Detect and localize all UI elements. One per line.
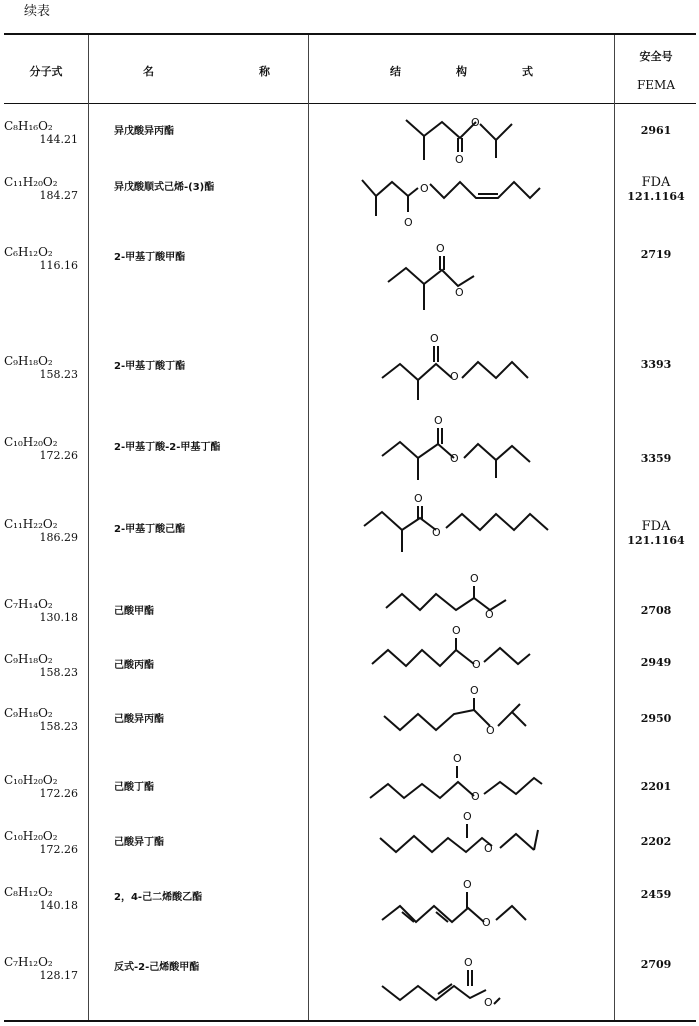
formula-text: C₆H₁₂O₂ xyxy=(4,245,53,259)
oxygen-label: O xyxy=(432,526,441,539)
structure-diagram xyxy=(308,748,614,808)
formula-text: C₇H₁₄O₂ xyxy=(4,597,53,611)
fema-number xyxy=(614,604,698,618)
structure-diagram xyxy=(308,808,614,868)
header-name-a: 名 xyxy=(143,65,154,78)
oxygen-label: O xyxy=(450,370,459,383)
fema-value: 2949 xyxy=(640,656,672,669)
formula-text: C₁₀H₂₀O₂ xyxy=(4,773,58,787)
molecular-weight: 130.18 xyxy=(39,611,78,624)
oxygen-label: O xyxy=(463,878,472,891)
row-formula xyxy=(4,955,88,983)
fema-number xyxy=(614,780,698,794)
compound-name: 2-甲基丁酸-2-甲基丁酯 xyxy=(114,442,221,453)
bond-chain xyxy=(382,442,454,458)
formula-text: C₁₁H₂₀O₂ xyxy=(4,175,58,189)
fema-number xyxy=(614,248,698,262)
bond-chain xyxy=(382,364,452,380)
bond-chain xyxy=(406,120,476,138)
fema-number xyxy=(614,712,698,726)
fema-value: 2961 xyxy=(640,124,672,137)
fema-value: 2950 xyxy=(640,712,672,725)
header-formula: 分子式 xyxy=(29,65,63,78)
fema-value: 3359 xyxy=(640,452,672,465)
row-formula xyxy=(4,652,88,680)
bond-chain xyxy=(388,268,474,286)
oxygen-label: O xyxy=(472,658,481,671)
fema-value: 2708 xyxy=(640,604,672,617)
header-structure-c: 式 xyxy=(522,65,533,78)
fema-value: 3393 xyxy=(640,358,672,371)
table-top-rule xyxy=(4,33,696,35)
oxygen-label: O xyxy=(471,790,480,803)
structure-diagram xyxy=(308,238,614,318)
bond-branch xyxy=(512,704,520,712)
compound-name: 己酸丁酯 xyxy=(114,782,154,793)
compound-name: 2，4-己二烯酸乙酯 xyxy=(114,892,203,903)
structure-diagram xyxy=(308,170,614,234)
oxygen-label: O xyxy=(450,452,459,465)
row-formula xyxy=(4,435,88,463)
column-divider-1 xyxy=(88,35,89,1020)
bond-chain xyxy=(500,834,534,850)
compound-name: 己酸异丁酯 xyxy=(114,837,164,848)
oxygen-label: O xyxy=(464,956,473,969)
molecular-weight: 172.26 xyxy=(39,843,78,856)
row-formula xyxy=(4,597,88,625)
oxygen-label: O xyxy=(430,332,439,345)
compound-name: 2-甲基丁酸己酯 xyxy=(114,524,186,535)
continued-label: 续表 xyxy=(24,4,51,19)
oxygen-label: O xyxy=(404,216,413,229)
molecular-weight: 184.27 xyxy=(39,189,78,202)
formula-text: C₁₀H₂₀O₂ xyxy=(4,435,58,449)
bond-chain xyxy=(446,514,548,530)
compound-name: 己酸丙酯 xyxy=(114,660,154,671)
oxygen-label: O xyxy=(453,752,462,765)
oxygen-label: O xyxy=(414,492,423,505)
oxygen-label: O xyxy=(486,724,495,737)
fema-number xyxy=(614,452,698,466)
formula-text: C₁₁H₂₂O₂ xyxy=(4,517,58,531)
oxygen-label: O xyxy=(455,286,464,299)
compound-name: 己酸甲酯 xyxy=(114,606,154,617)
row-formula xyxy=(4,885,88,913)
header-structure-a: 结 xyxy=(390,65,401,78)
row-formula xyxy=(4,517,88,545)
formula-text: C₉H₁₈O₂ xyxy=(4,706,53,720)
molecular-weight: 158.23 xyxy=(39,666,78,679)
molecular-weight: 116.16 xyxy=(39,259,78,272)
fema-value: 2709 xyxy=(640,958,672,971)
compound-name: 异戊酸异丙酯 xyxy=(114,126,174,137)
structure-diagram xyxy=(308,568,614,628)
header-fema: FEMA xyxy=(636,78,676,92)
structure-diagram xyxy=(308,944,614,1016)
fema-value: 2201 xyxy=(640,780,672,793)
molecular-weight: 128.17 xyxy=(39,969,78,982)
bond-chain xyxy=(464,444,530,462)
oxygen-label: O xyxy=(420,182,429,195)
table-bottom-rule xyxy=(4,1020,696,1022)
structure-diagram xyxy=(308,680,614,740)
structure-diagram xyxy=(308,112,614,174)
row-formula xyxy=(4,706,88,734)
row-formula xyxy=(4,245,88,273)
fema-number xyxy=(614,888,698,902)
oxygen-label: O xyxy=(434,414,443,427)
fema-number xyxy=(614,358,698,372)
bond-chain xyxy=(480,124,512,140)
oxygen-label: O xyxy=(470,572,479,585)
molecular-weight: 172.26 xyxy=(39,449,78,462)
oxygen-label: O xyxy=(471,116,480,129)
bond-chain xyxy=(430,182,540,198)
bond-chain xyxy=(372,650,474,666)
formula-text: C₈H₁₂O₂ xyxy=(4,885,53,899)
fema-value: 121.1164 xyxy=(627,534,685,547)
compound-name: 己酸异丙酯 xyxy=(114,714,164,725)
bond-chain xyxy=(364,512,436,530)
bond-chain xyxy=(362,180,418,196)
formula-text: C₁₀H₂₀O₂ xyxy=(4,829,58,843)
fema-number xyxy=(614,656,698,670)
compound-name: 2-甲基丁酸丁酯 xyxy=(114,361,186,372)
bond-chain xyxy=(370,782,474,798)
oxygen-label: O xyxy=(484,842,493,855)
structure-diagram xyxy=(308,620,614,680)
molecular-weight: 140.18 xyxy=(39,899,78,912)
molecular-weight: 158.23 xyxy=(39,720,78,733)
fema-number xyxy=(614,835,698,849)
formula-text: C₇H₁₂O₂ xyxy=(4,955,53,969)
fema-value: 2719 xyxy=(640,248,672,261)
molecular-weight: 158.23 xyxy=(39,368,78,381)
bond-chain xyxy=(380,836,492,852)
compound-name: 2-甲基丁酸甲酯 xyxy=(114,252,186,263)
header-safety: 安全号 xyxy=(639,50,673,63)
bond-chain xyxy=(382,986,486,1000)
oxygen-label: O xyxy=(455,153,464,166)
structure-diagram xyxy=(308,328,614,408)
fema-number xyxy=(614,958,698,972)
structure-diagram xyxy=(308,870,614,940)
oxygen-label: O xyxy=(485,608,494,621)
fema-number xyxy=(614,124,698,138)
fema-value: 2202 xyxy=(640,835,672,848)
fema-value: 2459 xyxy=(640,888,672,901)
row-formula xyxy=(4,829,88,857)
bond-chain xyxy=(462,362,528,378)
fema-prefix: FDA xyxy=(641,175,671,190)
bond-chain xyxy=(496,906,526,920)
compound-name: 反式-2-己烯酸甲酯 xyxy=(114,962,200,973)
row-formula xyxy=(4,119,88,147)
structure-diagram xyxy=(308,490,614,560)
bond-chain xyxy=(384,710,490,730)
row-formula xyxy=(4,773,88,801)
header-structure-b: 构 xyxy=(456,65,467,78)
bond-branch xyxy=(534,830,538,850)
oxygen-label: O xyxy=(484,996,493,1009)
bond-chain xyxy=(382,906,484,922)
header-name-b: 称 xyxy=(259,65,270,78)
compound-name: 异戊酸顺式己烯-(3)酯 xyxy=(114,182,215,193)
formula-text: C₈H₁₆O₂ xyxy=(4,119,53,133)
structure-diagram xyxy=(308,410,614,490)
molecular-weight: 144.21 xyxy=(39,133,78,146)
header-bottom-rule xyxy=(4,103,696,104)
molecular-weight: 186.29 xyxy=(39,531,78,544)
oxygen-label: O xyxy=(470,684,479,697)
row-formula xyxy=(4,354,88,382)
row-formula xyxy=(4,175,88,203)
formula-text: C₉H₁₈O₂ xyxy=(4,652,53,666)
methyl-bond xyxy=(494,998,500,1004)
oxygen-label: O xyxy=(482,916,491,929)
fema-value: 121.1164 xyxy=(627,190,685,203)
bond-chain xyxy=(484,648,530,664)
oxygen-label: O xyxy=(463,810,472,823)
fema-prefix: FDA xyxy=(641,519,671,534)
oxygen-label: O xyxy=(436,242,445,255)
molecular-weight: 172.26 xyxy=(39,787,78,800)
fema-number xyxy=(614,520,698,548)
oxygen-label: O xyxy=(452,624,461,637)
fema-number xyxy=(614,176,698,204)
formula-text: C₉H₁₈O₂ xyxy=(4,354,53,368)
bond-chain xyxy=(484,778,542,794)
bond-chain xyxy=(498,712,526,726)
